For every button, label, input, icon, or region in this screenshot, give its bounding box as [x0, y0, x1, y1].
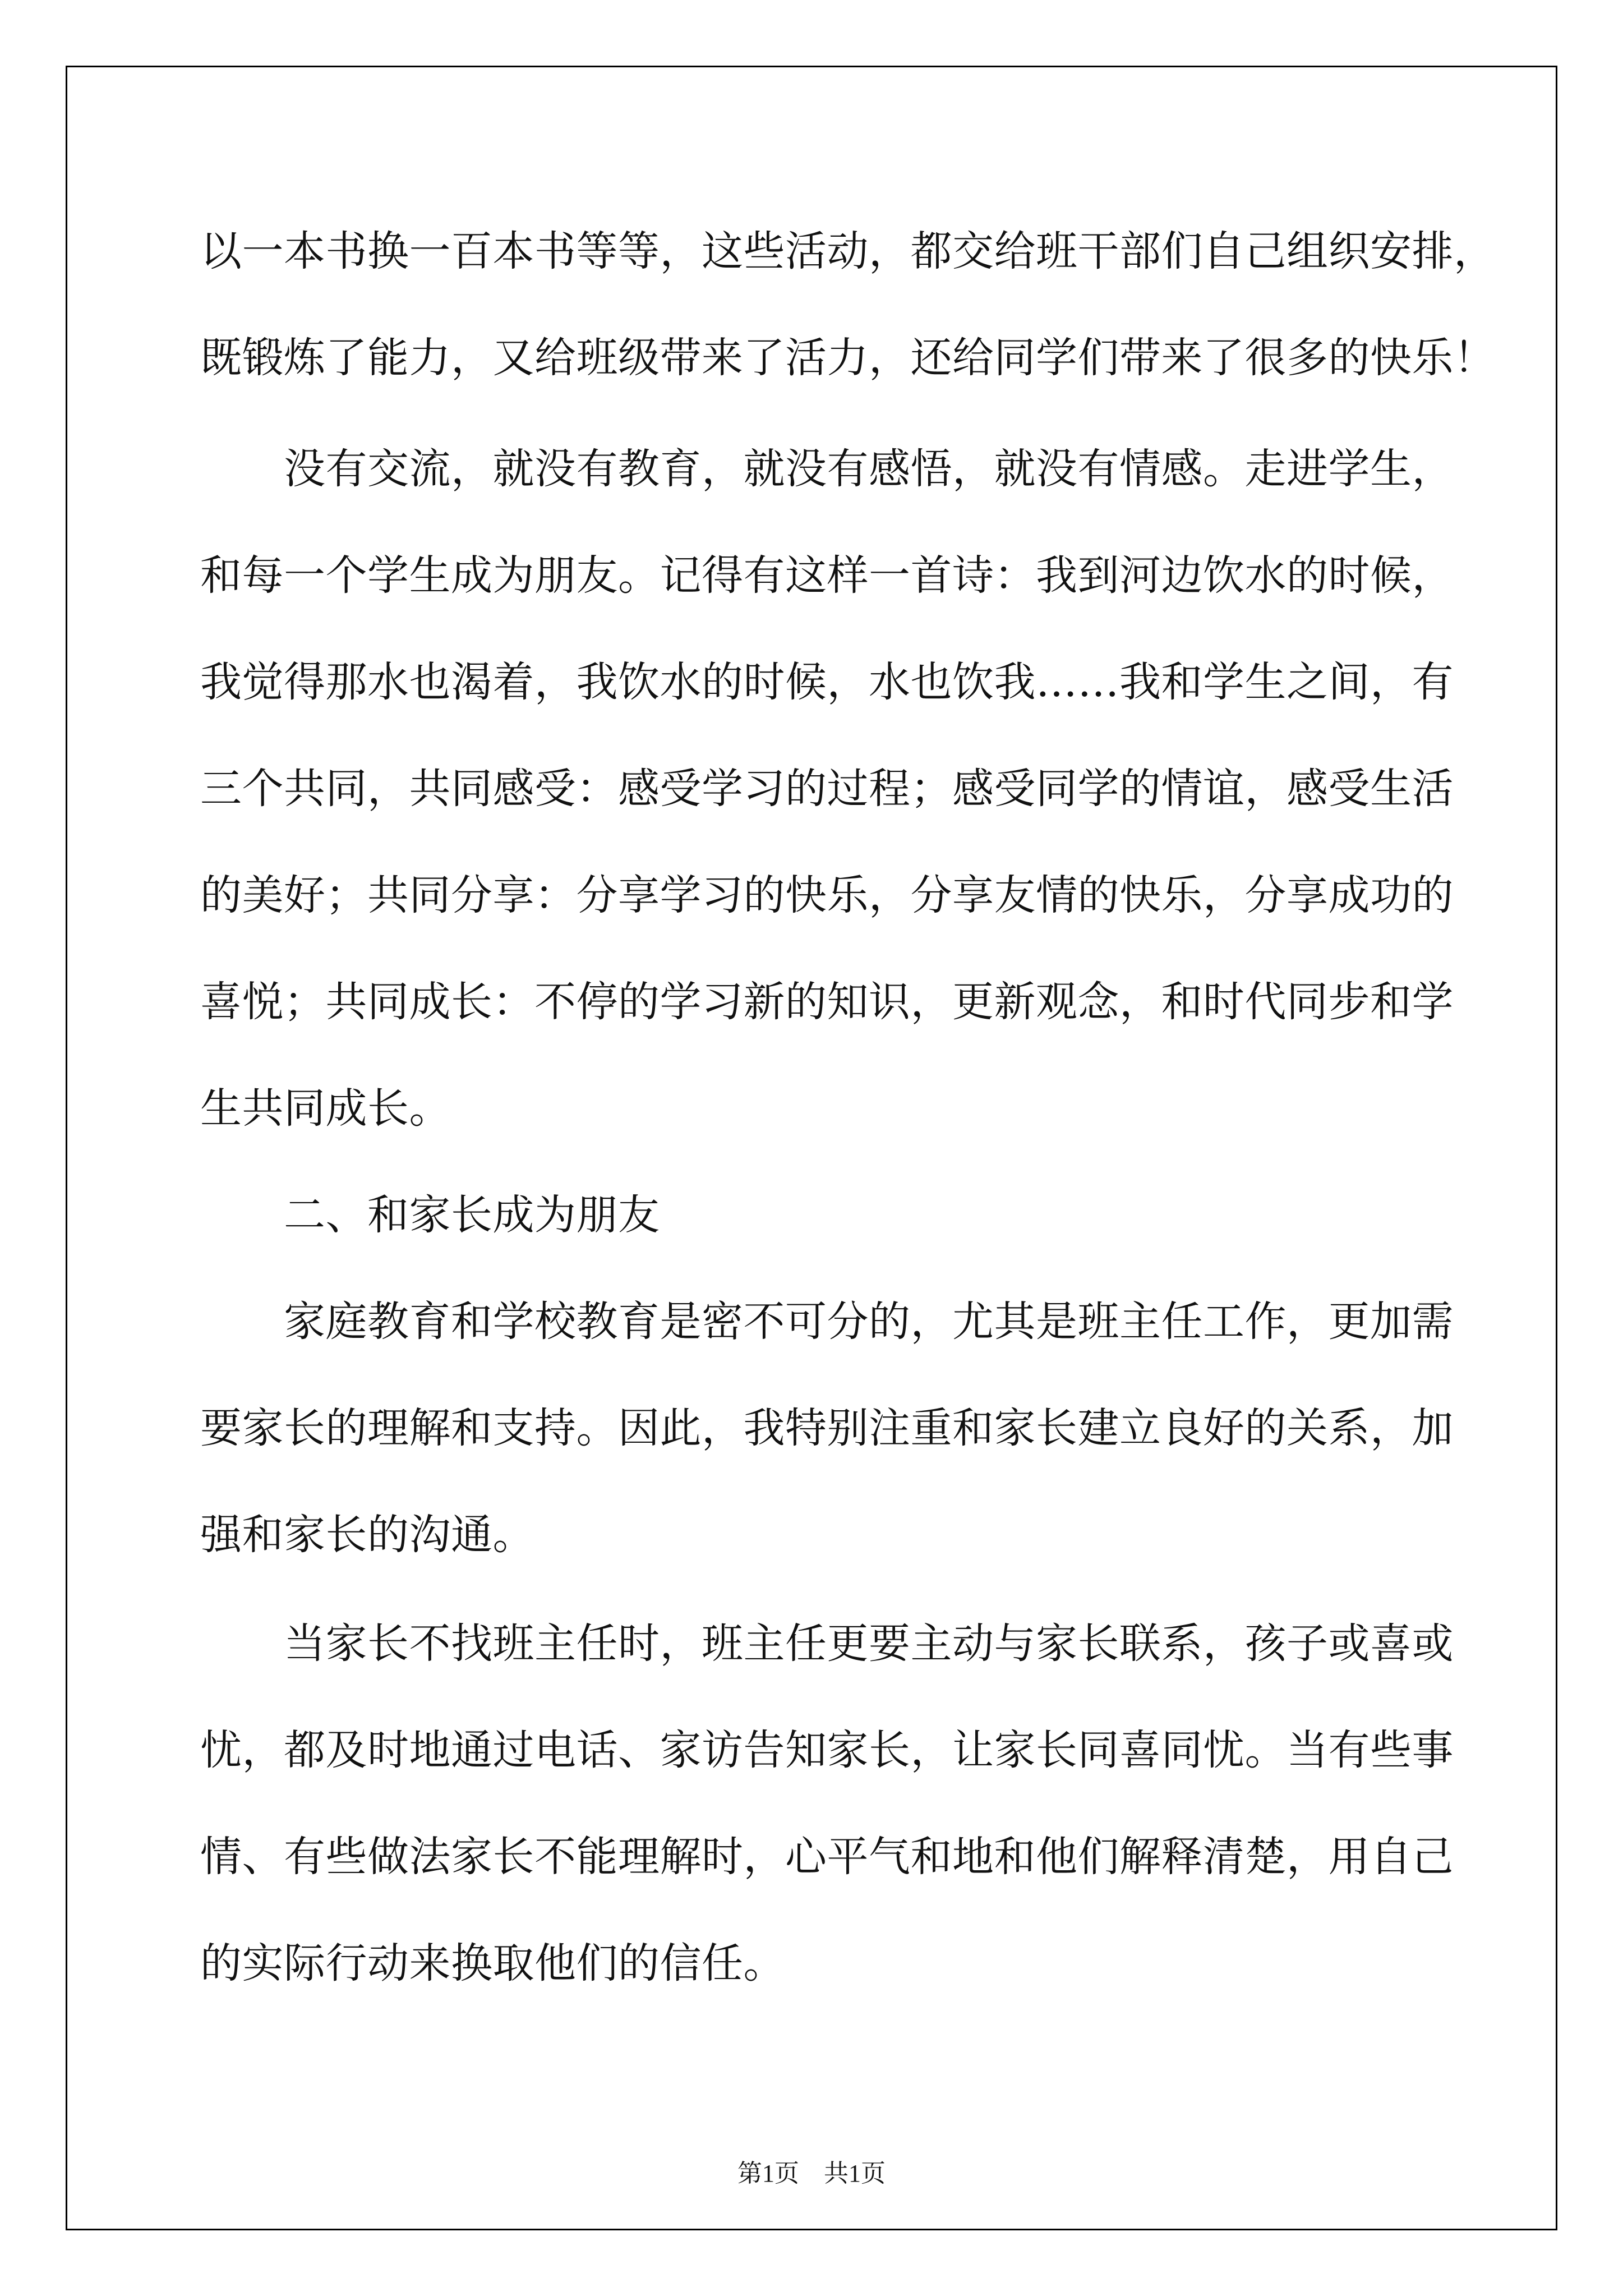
- body-text-line: 既锻炼了能力，又给班级带来了活力，还给同学们带来了很多的快乐！: [200, 334, 1496, 382]
- body-text-line: 没有交流，就没有教育，就没有感悟，就没有情感。走进学生，: [200, 445, 1454, 493]
- body-text-line: 三个共同，共同感受：感受学习的过程；感受同学的情谊，感受生活: [200, 765, 1454, 813]
- body-text-line: 忧，都及时地通过电话、家访告知家长，让家长同喜同忧。当有些事: [200, 1726, 1454, 1774]
- section-heading: 二、和家长成为朋友: [200, 1191, 660, 1239]
- body-text-line: 和每一个学生成为朋友。记得有这样一首诗：我到河边饮水的时候，: [200, 551, 1454, 600]
- page-number-footer: 第1页 共1页: [737, 2160, 886, 2187]
- body-text-line: 以一本书换一百本书等等，这些活动，都交给班干部们自己组织安排，: [200, 227, 1496, 275]
- body-text-line: 强和家长的沟通。: [200, 1511, 534, 1559]
- body-text-line: 情、有些做法家长不能理解时，心平气和地和他们解释清楚，用自己: [200, 1833, 1454, 1881]
- body-text-line: 的实际行动来换取他们的信任。: [200, 1939, 785, 1987]
- body-text-line: 喜悦；共同成长：不停的学习新的知识，更新观念，和时代同步和学: [200, 978, 1454, 1026]
- body-text-line: 生共同成长。: [200, 1084, 451, 1133]
- body-text-line: 家庭教育和学校教育是密不可分的，尤其是班主任工作，更加需: [200, 1297, 1454, 1346]
- body-text-line: 要家长的理解和支持。因此，我特别注重和家长建立良好的关系，加: [200, 1404, 1454, 1452]
- body-text-line: 当家长不找班主任时，班主任更要主动与家长联系，孩子或喜或: [200, 1619, 1454, 1668]
- body-text-line: 的美好；共同分享：分享学习的快乐，分享友情的快乐，分享成功的: [200, 871, 1454, 919]
- body-text-line: 我觉得那水也渴着，我饮水的时候，水也饮我……我和学生之间，有: [200, 658, 1454, 706]
